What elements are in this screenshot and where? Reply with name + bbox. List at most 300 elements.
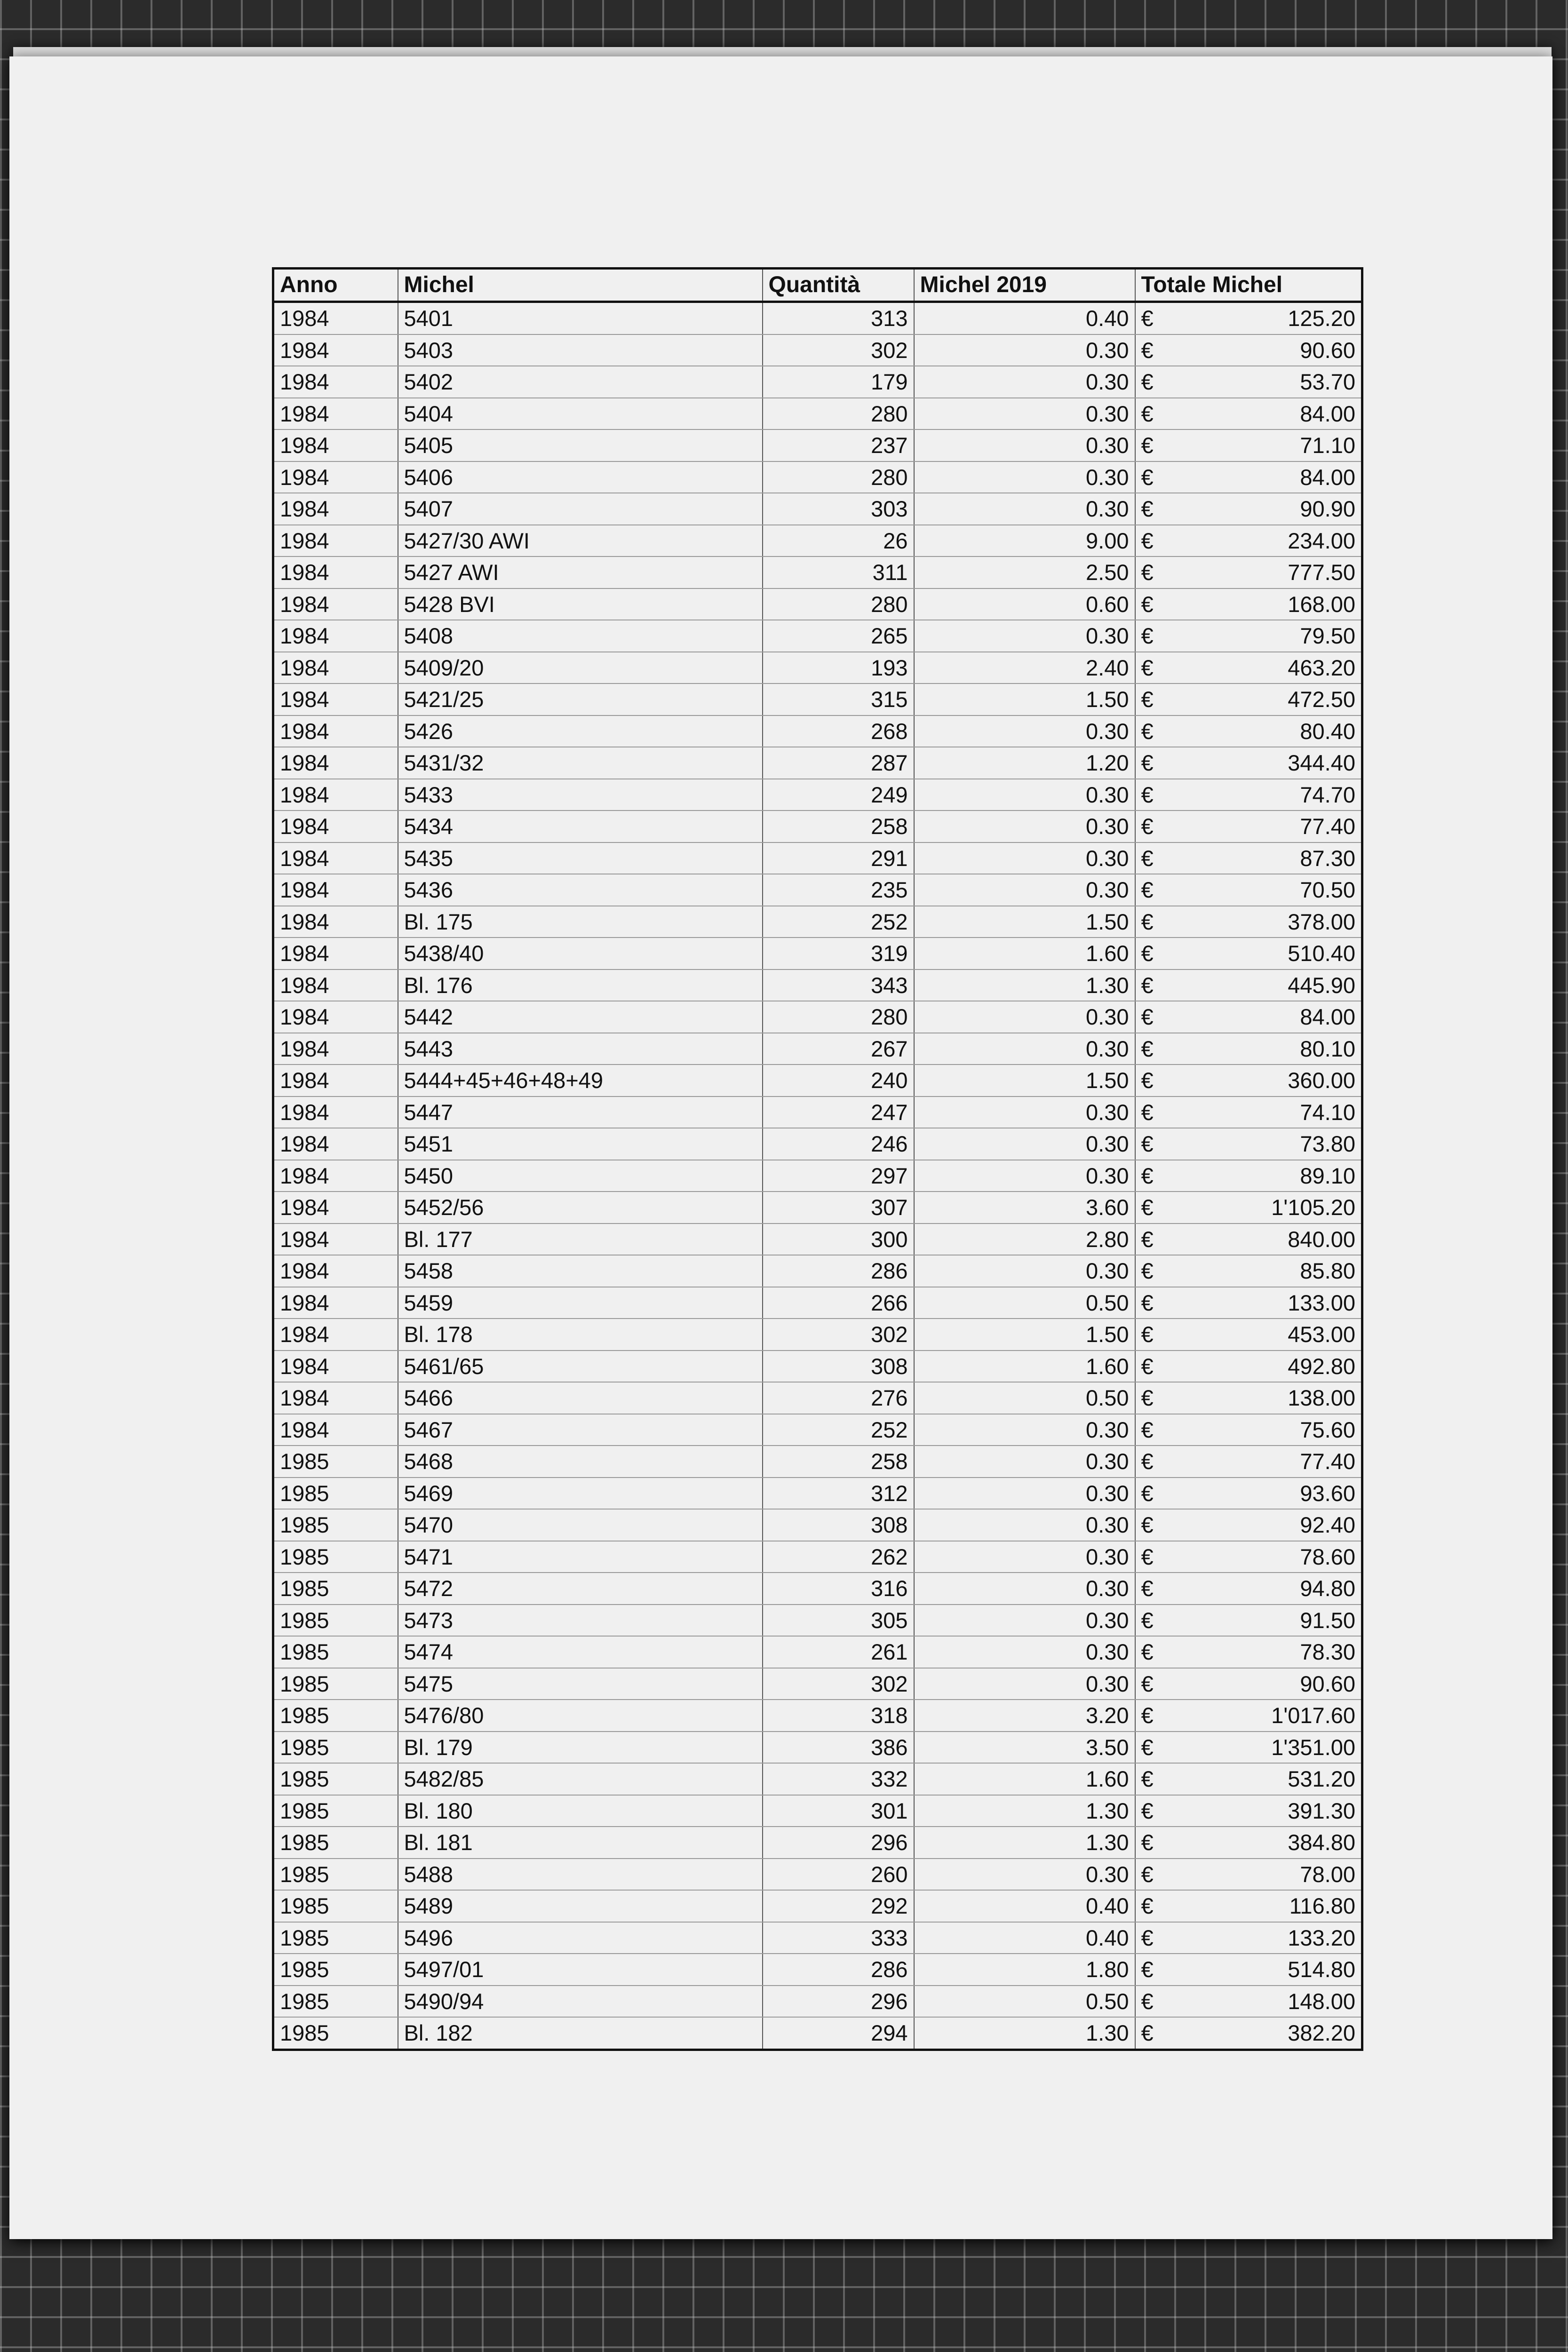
cell-michel-2019: 9.00 — [914, 525, 1135, 557]
cell-anno: 1985 — [273, 1986, 398, 2018]
currency-symbol: € — [1141, 1861, 1154, 1887]
cell-michel: 5471 — [398, 1541, 763, 1573]
cell-anno: 1984 — [273, 842, 398, 874]
cell-anno: 1984 — [273, 302, 398, 334]
total-value: 133.20 — [1288, 1925, 1355, 1950]
table-row — [273, 1700, 1362, 1732]
cell-quantita: 240 — [763, 1065, 914, 1097]
cell-totale-michel — [1135, 493, 1362, 525]
total-value: 90.60 — [1300, 1671, 1355, 1696]
table-row — [273, 1859, 1362, 1891]
currency-symbol: € — [1141, 909, 1154, 934]
cell-michel: 5447 — [398, 1097, 763, 1128]
cell-quantita: 261 — [763, 1636, 914, 1668]
cell-michel: 5427/30 AWI — [398, 525, 763, 557]
cell-quantita: 302 — [763, 1319, 914, 1351]
table-row — [273, 302, 1362, 334]
cell-anno: 1985 — [273, 1732, 398, 1764]
currency-symbol: € — [1141, 337, 1154, 363]
cell-totale-michel — [1135, 1414, 1362, 1446]
cell-michel-2019: 0.30 — [914, 1446, 1135, 1478]
cell-quantita: 312 — [763, 1478, 914, 1510]
cell-quantita: 307 — [763, 1192, 914, 1224]
cell-anno: 1985 — [273, 1573, 398, 1605]
cell-totale-michel — [1135, 1128, 1362, 1160]
total-value: 70.50 — [1300, 877, 1355, 903]
cell-michel-2019: 0.30 — [914, 334, 1135, 366]
cell-totale-michel — [1135, 1954, 1362, 1986]
cell-totale-michel — [1135, 1986, 1362, 2018]
cell-michel-2019: 0.30 — [914, 1255, 1135, 1287]
table-row — [273, 1827, 1362, 1859]
cell-quantita: 280 — [763, 588, 914, 620]
cell-michel: 5473 — [398, 1605, 763, 1637]
cell-anno: 1984 — [273, 493, 398, 525]
cell-michel-2019: 0.30 — [914, 1859, 1135, 1891]
cell-michel-2019: 0.30 — [914, 1128, 1135, 1160]
cell-michel: 5469 — [398, 1478, 763, 1510]
cell-quantita: 286 — [763, 1255, 914, 1287]
table-row — [273, 1509, 1362, 1541]
currency-symbol: € — [1141, 687, 1154, 712]
total-value: 84.00 — [1300, 1004, 1355, 1030]
cell-anno: 1984 — [273, 1128, 398, 1160]
table-row — [273, 874, 1362, 906]
cell-quantita: 26 — [763, 525, 914, 557]
cell-anno: 1984 — [273, 874, 398, 906]
cell-quantita: 179 — [763, 366, 914, 398]
cell-anno: 1984 — [273, 683, 398, 715]
cell-quantita: 332 — [763, 1763, 914, 1795]
cell-michel: 5466 — [398, 1382, 763, 1414]
cell-quantita: 319 — [763, 938, 914, 969]
table-row — [273, 747, 1362, 779]
cell-quantita: 315 — [763, 683, 914, 715]
total-value: 133.00 — [1288, 1290, 1355, 1315]
cell-quantita: 333 — [763, 1922, 914, 1954]
cell-totale-michel — [1135, 1097, 1362, 1128]
currency-symbol: € — [1141, 1163, 1154, 1188]
cell-michel: 5442 — [398, 1001, 763, 1033]
table-row — [273, 1160, 1362, 1192]
cell-anno: 1984 — [273, 1192, 398, 1224]
cell-totale-michel — [1135, 1065, 1362, 1097]
currency-symbol: € — [1141, 814, 1154, 839]
cell-anno: 1984 — [273, 620, 398, 652]
currency-symbol: € — [1141, 1195, 1154, 1220]
cell-quantita: 303 — [763, 493, 914, 525]
table-row — [273, 1446, 1362, 1478]
currency-symbol: € — [1141, 2020, 1154, 2046]
currency-symbol: € — [1141, 369, 1154, 395]
table-row — [273, 1128, 1362, 1160]
cell-michel-2019: 0.40 — [914, 1922, 1135, 1954]
cell-anno: 1984 — [273, 588, 398, 620]
cell-anno: 1985 — [273, 1446, 398, 1478]
currency-symbol: € — [1141, 1925, 1154, 1950]
cell-totale-michel — [1135, 1160, 1362, 1192]
cell-anno: 1984 — [273, 556, 398, 588]
cell-michel-2019: 0.30 — [914, 779, 1135, 811]
currency-symbol: € — [1141, 1671, 1154, 1696]
cell-totale-michel — [1135, 1319, 1362, 1351]
total-value: 514.80 — [1288, 1957, 1355, 1982]
cell-michel-2019: 0.30 — [914, 1509, 1135, 1541]
cell-michel: 5421/25 — [398, 683, 763, 715]
currency-symbol: € — [1141, 1449, 1154, 1474]
currency-symbol: € — [1141, 1576, 1154, 1601]
cell-anno: 1984 — [273, 1097, 398, 1128]
cell-quantita: 296 — [763, 1827, 914, 1859]
cell-anno: 1985 — [273, 1668, 398, 1700]
cell-michel-2019: 0.30 — [914, 1605, 1135, 1637]
total-value: 80.10 — [1300, 1036, 1355, 1061]
cell-totale-michel — [1135, 366, 1362, 398]
cell-quantita: 294 — [763, 2017, 914, 2050]
table-row — [273, 366, 1362, 398]
table-row — [273, 1224, 1362, 1255]
cell-michel-2019: 0.30 — [914, 1636, 1135, 1668]
cell-michel-2019: 1.30 — [914, 1827, 1135, 1859]
currency-symbol: € — [1141, 1607, 1154, 1633]
cell-anno: 1984 — [273, 969, 398, 1001]
table-row — [273, 1319, 1362, 1351]
cell-michel-2019: 3.50 — [914, 1732, 1135, 1764]
currency-symbol: € — [1141, 1004, 1154, 1030]
cell-michel-2019: 2.50 — [914, 556, 1135, 588]
currency-symbol: € — [1141, 623, 1154, 649]
cell-michel: Bl. 175 — [398, 906, 763, 938]
table-row — [273, 493, 1362, 525]
cell-anno: 1985 — [273, 1827, 398, 1859]
currency-symbol: € — [1141, 1322, 1154, 1347]
cell-michel: Bl. 177 — [398, 1224, 763, 1255]
cell-quantita: 262 — [763, 1541, 914, 1573]
total-value: 89.10 — [1300, 1163, 1355, 1188]
table-row — [273, 1192, 1362, 1224]
cell-michel: 5459 — [398, 1287, 763, 1319]
total-value: 138.00 — [1288, 1385, 1355, 1411]
currency-symbol: € — [1141, 1957, 1154, 1982]
total-value: 531.20 — [1288, 1766, 1355, 1792]
cell-michel-2019: 0.30 — [914, 1097, 1135, 1128]
cell-anno: 1985 — [273, 2017, 398, 2050]
cell-totale-michel — [1135, 429, 1362, 461]
table-row — [273, 1097, 1362, 1128]
cell-michel: 5436 — [398, 874, 763, 906]
cell-anno: 1984 — [273, 1351, 398, 1383]
cell-michel-2019: 1.30 — [914, 969, 1135, 1001]
cell-totale-michel — [1135, 1001, 1362, 1033]
cell-michel: 5407 — [398, 493, 763, 525]
cell-totale-michel — [1135, 1636, 1362, 1668]
cell-michel-2019: 0.40 — [914, 1890, 1135, 1922]
cell-totale-michel — [1135, 1255, 1362, 1287]
currency-symbol: € — [1141, 1226, 1154, 1252]
cell-quantita: 246 — [763, 1128, 914, 1160]
cell-anno: 1984 — [273, 810, 398, 842]
table-row — [273, 1287, 1362, 1319]
currency-symbol: € — [1141, 1830, 1154, 1855]
cell-quantita: 386 — [763, 1732, 914, 1764]
cell-michel-2019: 0.30 — [914, 842, 1135, 874]
cell-totale-michel — [1135, 1224, 1362, 1255]
currency-symbol: € — [1141, 1385, 1154, 1411]
cell-anno: 1985 — [273, 1541, 398, 1573]
cell-michel: 5403 — [398, 334, 763, 366]
currency-symbol: € — [1141, 528, 1154, 553]
cell-quantita: 301 — [763, 1795, 914, 1827]
currency-symbol: € — [1141, 1353, 1154, 1379]
cell-anno: 1984 — [273, 366, 398, 398]
cell-michel-2019: 0.30 — [914, 429, 1135, 461]
cell-michel-2019: 0.50 — [914, 1986, 1135, 2018]
cell-michel-2019: 1.60 — [914, 1351, 1135, 1383]
cell-michel: 5489 — [398, 1890, 763, 1922]
cell-michel-2019: 3.60 — [914, 1192, 1135, 1224]
cell-anno: 1984 — [273, 906, 398, 938]
cell-michel: Bl. 180 — [398, 1795, 763, 1827]
table-row — [273, 1001, 1362, 1033]
cell-michel: 5431/32 — [398, 747, 763, 779]
table-row — [273, 1668, 1362, 1700]
cell-totale-michel — [1135, 556, 1362, 588]
cell-michel: 5401 — [398, 302, 763, 334]
cell-quantita: 266 — [763, 1287, 914, 1319]
cell-anno: 1984 — [273, 1287, 398, 1319]
cell-quantita: 311 — [763, 556, 914, 588]
total-value: 391.30 — [1288, 1798, 1355, 1823]
table-row — [273, 779, 1362, 811]
cell-michel-2019: 0.30 — [914, 1478, 1135, 1510]
total-value: 73.80 — [1300, 1131, 1355, 1157]
table-row — [273, 1255, 1362, 1287]
currency-symbol: € — [1141, 1258, 1154, 1284]
cell-quantita: 297 — [763, 1160, 914, 1192]
cell-totale-michel — [1135, 2017, 1362, 2050]
cell-totale-michel — [1135, 874, 1362, 906]
currency-symbol: € — [1141, 655, 1154, 680]
cell-totale-michel — [1135, 1382, 1362, 1414]
total-value: 492.80 — [1288, 1353, 1355, 1379]
currency-symbol: € — [1141, 1893, 1154, 1919]
cell-michel-2019: 0.30 — [914, 810, 1135, 842]
cell-michel-2019: 0.30 — [914, 461, 1135, 493]
table-header-row — [273, 269, 1362, 302]
cell-quantita: 276 — [763, 1382, 914, 1414]
cell-totale-michel — [1135, 1700, 1362, 1732]
cell-michel-2019: 1.30 — [914, 2017, 1135, 2050]
table-row — [273, 906, 1362, 938]
cell-totale-michel — [1135, 1827, 1362, 1859]
cell-michel: 5435 — [398, 842, 763, 874]
total-value: 472.50 — [1288, 687, 1355, 712]
currency-symbol: € — [1141, 1417, 1154, 1442]
cell-michel-2019: 2.40 — [914, 652, 1135, 684]
cell-anno: 1984 — [273, 938, 398, 969]
cell-anno: 1984 — [273, 747, 398, 779]
cell-michel: 5488 — [398, 1859, 763, 1891]
table-row — [273, 1954, 1362, 1986]
cell-quantita: 237 — [763, 429, 914, 461]
column-header-totale-michel: Totale Michel — [1135, 269, 1362, 302]
cell-totale-michel — [1135, 1605, 1362, 1637]
cell-totale-michel — [1135, 842, 1362, 874]
total-value: 78.00 — [1300, 1861, 1355, 1887]
cell-michel: 5458 — [398, 1255, 763, 1287]
column-header-quantita: Quantità — [763, 269, 914, 302]
total-value: 382.20 — [1288, 2020, 1355, 2046]
cell-totale-michel — [1135, 334, 1362, 366]
cell-totale-michel — [1135, 1668, 1362, 1700]
total-value: 840.00 — [1288, 1226, 1355, 1252]
total-value: 510.40 — [1288, 941, 1355, 966]
cell-quantita: 302 — [763, 334, 914, 366]
table-row — [273, 1890, 1362, 1922]
currency-symbol: € — [1141, 1703, 1154, 1728]
column-header-anno: Anno — [273, 269, 398, 302]
cell-quantita: 235 — [763, 874, 914, 906]
cell-michel: 5467 — [398, 1414, 763, 1446]
cell-michel-2019: 1.30 — [914, 1795, 1135, 1827]
total-value: 463.20 — [1288, 655, 1355, 680]
cell-michel: 5427 AWI — [398, 556, 763, 588]
total-value: 1'017.60 — [1271, 1703, 1355, 1728]
cell-totale-michel — [1135, 906, 1362, 938]
cell-michel: 5443 — [398, 1033, 763, 1065]
cell-michel-2019: 1.80 — [914, 1954, 1135, 1986]
cell-michel: 5426 — [398, 715, 763, 747]
cell-michel-2019: 0.30 — [914, 1033, 1135, 1065]
cell-quantita: 267 — [763, 1033, 914, 1065]
total-value: 125.20 — [1288, 306, 1355, 331]
cell-michel: 5433 — [398, 779, 763, 811]
cell-totale-michel — [1135, 1732, 1362, 1764]
cell-anno: 1984 — [273, 461, 398, 493]
cell-michel-2019: 1.20 — [914, 747, 1135, 779]
currency-symbol: € — [1141, 941, 1154, 966]
table-row — [273, 398, 1362, 430]
cell-quantita: 302 — [763, 1668, 914, 1700]
column-header-michel-2019: Michel 2019 — [914, 269, 1135, 302]
cell-michel-2019: 1.60 — [914, 938, 1135, 969]
table-row — [273, 1351, 1362, 1383]
cell-michel-2019: 1.50 — [914, 683, 1135, 715]
currency-symbol: € — [1141, 464, 1154, 490]
cell-anno: 1984 — [273, 334, 398, 366]
cell-totale-michel — [1135, 1573, 1362, 1605]
cell-quantita: 265 — [763, 620, 914, 652]
cell-totale-michel — [1135, 525, 1362, 557]
stamp-inventory-table — [272, 267, 1363, 2051]
table-row — [273, 1414, 1362, 1446]
currency-symbol: € — [1141, 306, 1154, 331]
cell-totale-michel — [1135, 1890, 1362, 1922]
cell-totale-michel — [1135, 588, 1362, 620]
cell-quantita: 280 — [763, 398, 914, 430]
cell-totale-michel — [1135, 683, 1362, 715]
cell-michel-2019: 0.30 — [914, 1573, 1135, 1605]
cell-totale-michel — [1135, 779, 1362, 811]
total-value: 116.80 — [1289, 1893, 1355, 1919]
cell-quantita: 308 — [763, 1509, 914, 1541]
cell-michel-2019: 0.30 — [914, 874, 1135, 906]
table-row — [273, 1732, 1362, 1764]
cell-quantita: 260 — [763, 1859, 914, 1891]
cell-totale-michel — [1135, 1192, 1362, 1224]
cell-anno: 1984 — [273, 1255, 398, 1287]
cell-michel: 5408 — [398, 620, 763, 652]
table-row — [273, 1382, 1362, 1414]
currency-symbol: € — [1141, 845, 1154, 871]
cell-totale-michel — [1135, 620, 1362, 652]
total-value: 94.80 — [1300, 1576, 1355, 1601]
total-value: 80.40 — [1300, 718, 1355, 744]
total-value: 360.00 — [1288, 1068, 1355, 1093]
total-value: 777.50 — [1288, 560, 1355, 585]
total-value: 87.30 — [1300, 845, 1355, 871]
currency-symbol: € — [1141, 1480, 1154, 1506]
table-row — [273, 1986, 1362, 2018]
currency-symbol: € — [1141, 1068, 1154, 1093]
currency-symbol: € — [1141, 1099, 1154, 1125]
currency-symbol: € — [1141, 877, 1154, 903]
currency-symbol: € — [1141, 782, 1154, 807]
cell-quantita: 268 — [763, 715, 914, 747]
cell-anno: 1985 — [273, 1859, 398, 1891]
total-value: 90.90 — [1300, 496, 1355, 522]
cell-anno: 1985 — [273, 1890, 398, 1922]
table-row — [273, 556, 1362, 588]
currency-symbol: € — [1141, 1131, 1154, 1157]
cell-anno: 1985 — [273, 1763, 398, 1795]
total-value: 91.50 — [1300, 1607, 1355, 1633]
cell-totale-michel — [1135, 810, 1362, 842]
cell-michel: 5405 — [398, 429, 763, 461]
cell-quantita: 193 — [763, 652, 914, 684]
table-row — [273, 1763, 1362, 1795]
currency-symbol: € — [1141, 496, 1154, 522]
cell-quantita: 296 — [763, 1986, 914, 2018]
table-row — [273, 1478, 1362, 1510]
cell-totale-michel — [1135, 1922, 1362, 1954]
cell-michel: Bl. 176 — [398, 969, 763, 1001]
table-row — [273, 969, 1362, 1001]
cell-anno: 1985 — [273, 1922, 398, 1954]
total-value: 1'105.20 — [1271, 1195, 1355, 1220]
cell-totale-michel — [1135, 1763, 1362, 1795]
cell-totale-michel — [1135, 1795, 1362, 1827]
table-body — [273, 302, 1362, 2050]
cell-michel: 5451 — [398, 1128, 763, 1160]
cell-anno: 1985 — [273, 1795, 398, 1827]
cell-totale-michel — [1135, 938, 1362, 969]
cell-anno: 1984 — [273, 429, 398, 461]
table-row — [273, 429, 1362, 461]
total-value: 378.00 — [1288, 909, 1355, 934]
total-value: 1'351.00 — [1271, 1734, 1355, 1760]
cell-michel: Bl. 178 — [398, 1319, 763, 1351]
cell-michel: 5461/65 — [398, 1351, 763, 1383]
total-value: 84.00 — [1300, 464, 1355, 490]
table-row — [273, 334, 1362, 366]
cell-michel-2019: 0.50 — [914, 1382, 1135, 1414]
cell-michel-2019: 1.50 — [914, 906, 1135, 938]
cell-michel-2019: 2.80 — [914, 1224, 1135, 1255]
cell-quantita: 313 — [763, 302, 914, 334]
cell-michel-2019: 1.60 — [914, 1763, 1135, 1795]
cell-michel-2019: 0.40 — [914, 302, 1135, 334]
